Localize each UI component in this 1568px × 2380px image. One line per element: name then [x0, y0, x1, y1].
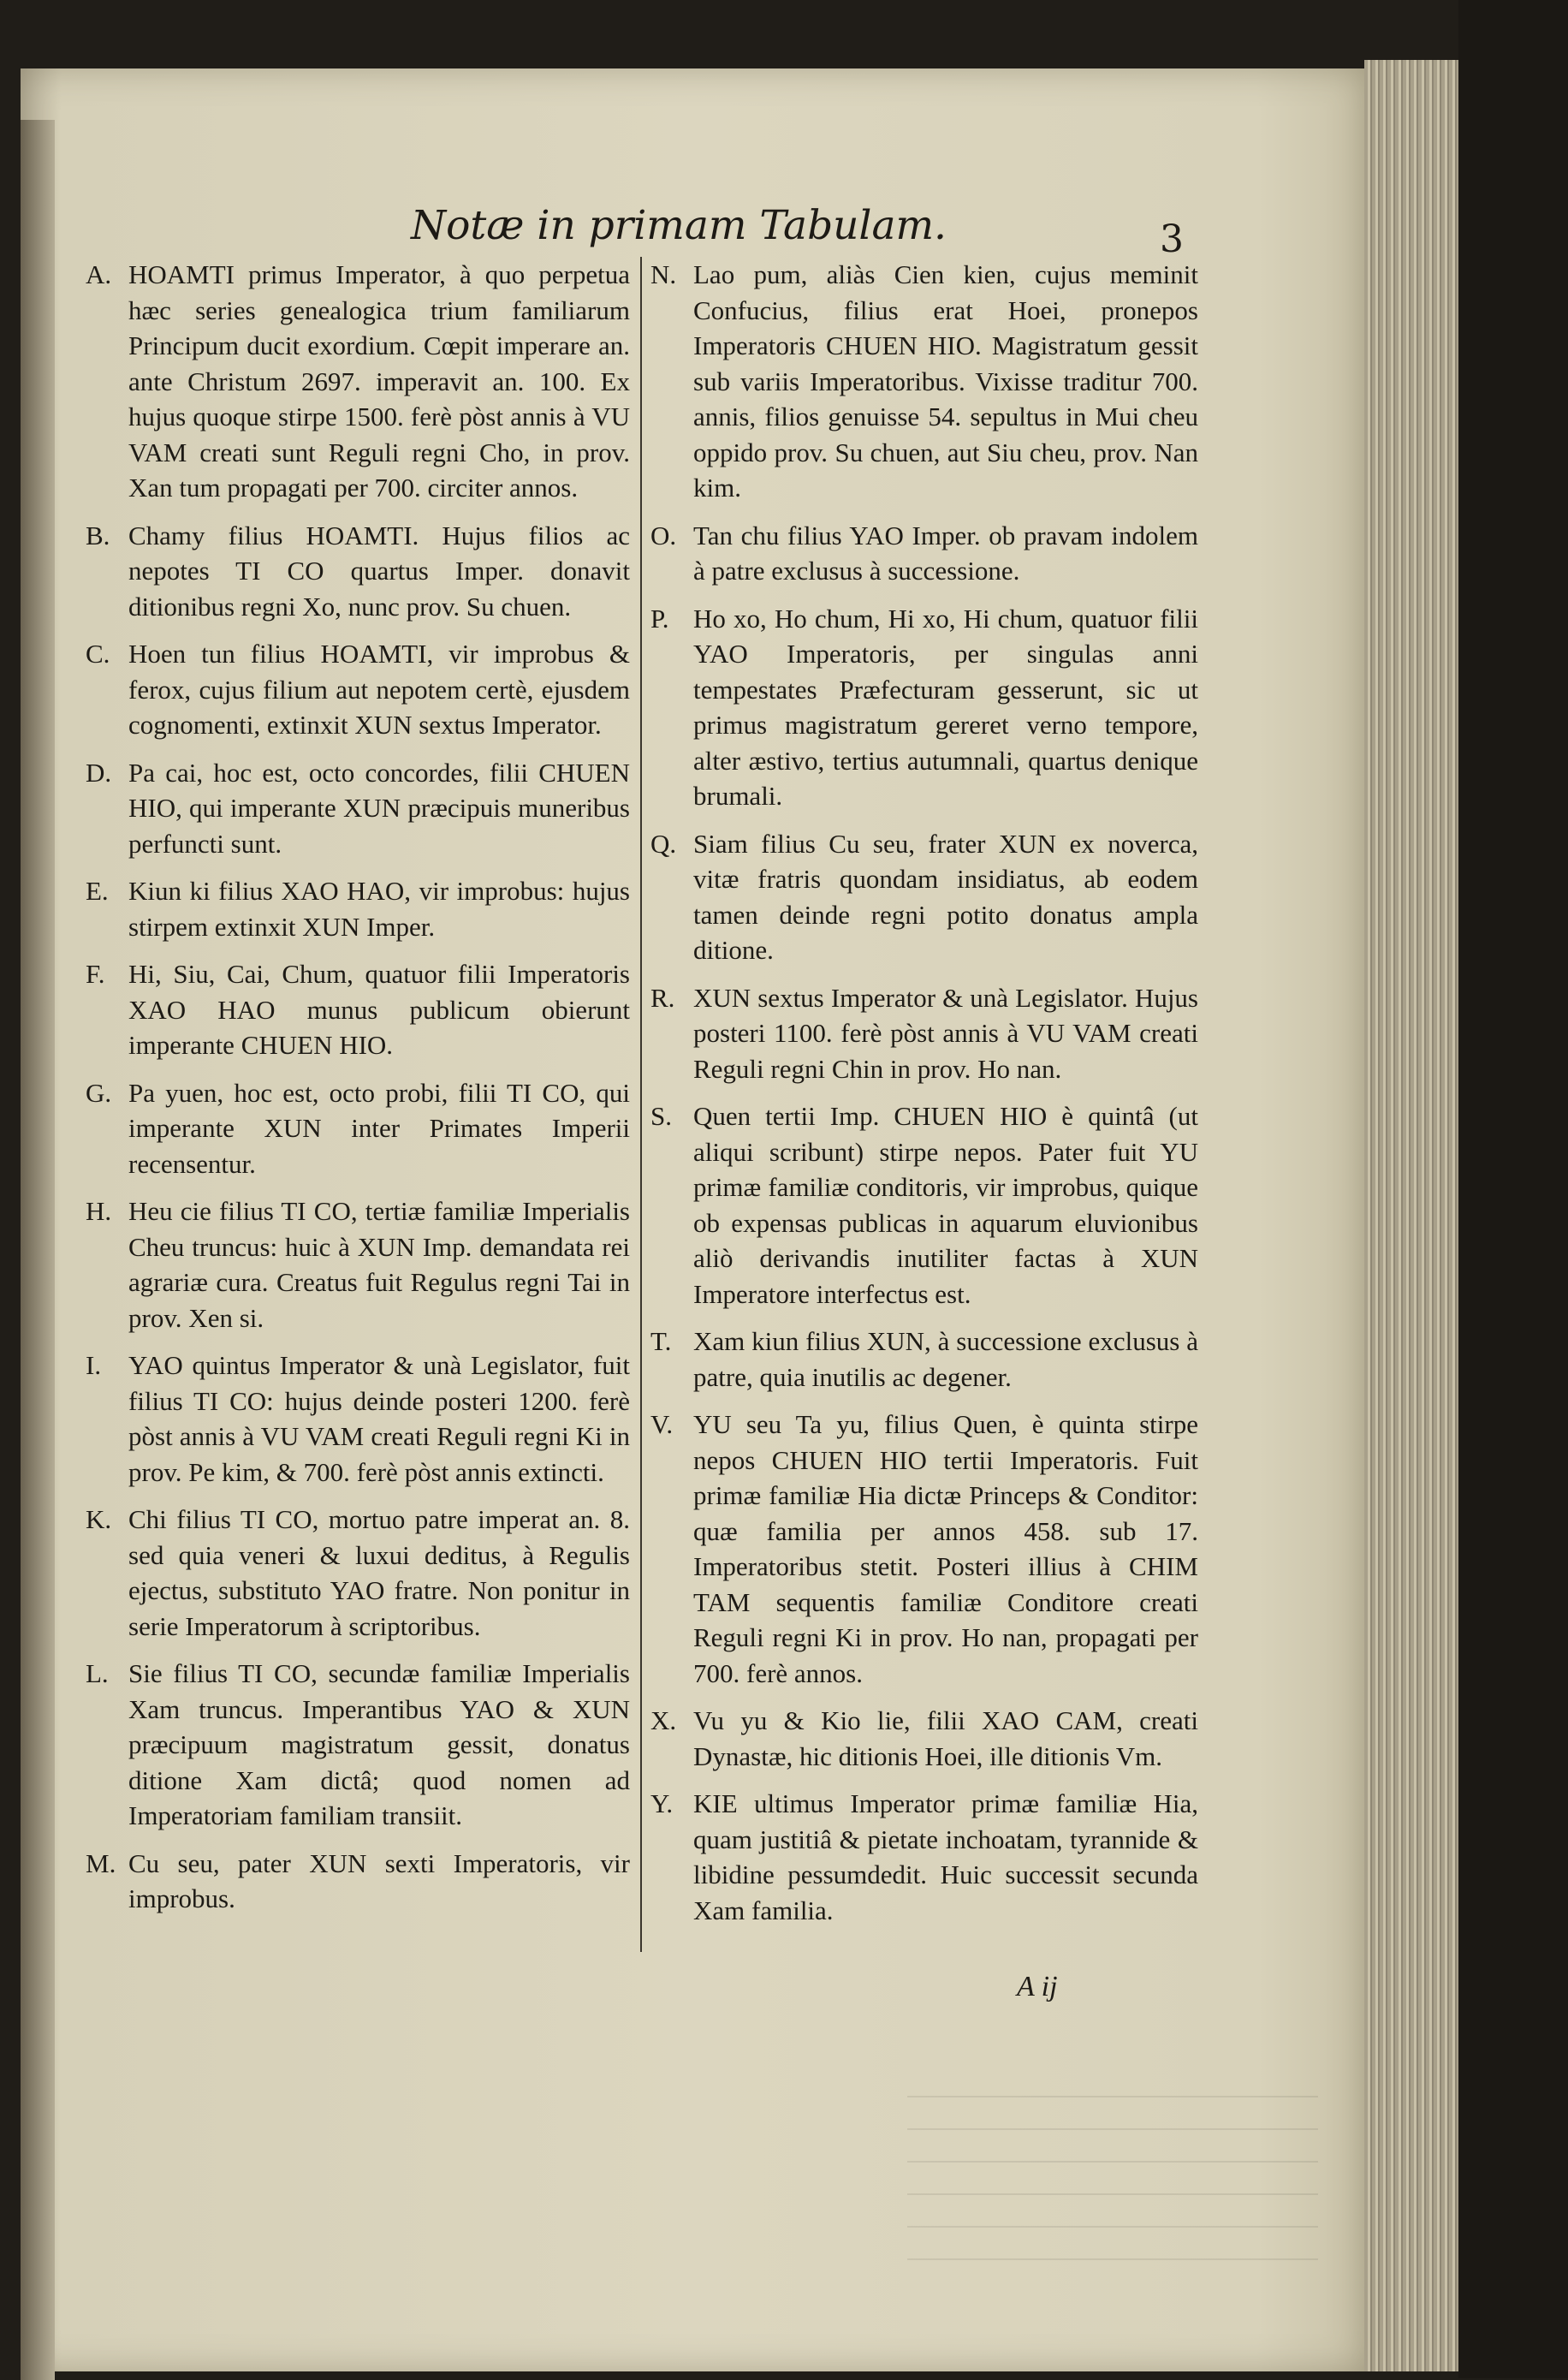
column-divider: [640, 257, 642, 1952]
entry-text: Sie filius TI CO, secundæ familiæ Imperialis Xam truncus. Imperantibus YAO & XUN præcipuum magistratum gessit, donatus ditione Xam dictâ; quod nomen ad Imperatoriam familiam transiit.: [128, 1658, 630, 1830]
entry-text: Chi filius TI CO, mortuo patre imperat an. 8. sed quia veneri & luxui deditus, à Regulis ejectus, substituto YAO fratre. Non ponitur in serie Imperatorum à scriptoribus.: [128, 1504, 630, 1641]
note-entry: [86, 956, 630, 1063]
bleed-through: [907, 2089, 1318, 2260]
entry-letter: C.: [86, 639, 110, 669]
entry-text: Pa yuen, hoc est, octo probi, filii TI CO, qui imperante XUN inter Primates Imperii recensentur.: [128, 1077, 630, 1179]
note-entry: [650, 257, 1198, 506]
entry-text: Vu yu & Kio lie, filii XAO CAM, creati Dynastæ, hic ditionis Hoei, ille ditionis Vm.: [693, 1705, 1198, 1771]
note-entry: [650, 1703, 1198, 1774]
note-entry: [86, 1075, 630, 1182]
entry-letter: Q.: [650, 828, 677, 859]
entry-text: Lao pum, aliàs Cien kien, cujus meminit Confucius, filius erat Hoei, pronepos Imperatoris CHUEN HIO. Magistratum gessit sub variis Imperatoribus. Vixisse traditur 700. annis, filios genuisse 54. sepultus in Mui cheu oppido prov. Su chuen, aut Siu cheu, prov. Nan kim.: [693, 259, 1198, 503]
background-shadow: [1458, 0, 1568, 2378]
entry-letter: A.: [86, 259, 112, 289]
entry-text: Pa cai, hoc est, octo concordes, filii CHUEN HIO, qui imperante XUN præcipuis muneribus perfuncti sunt.: [128, 757, 630, 859]
entry-letter: F.: [86, 959, 105, 989]
entry-letter: X.: [650, 1705, 677, 1735]
note-entry: [86, 257, 630, 506]
entry-text: Kiun ki filius XAO HAO, vir improbus: hujus stirpem extinxit XUN Imper.: [128, 876, 630, 942]
entry-letter: H.: [86, 1196, 112, 1226]
note-entry: [86, 1846, 630, 1917]
note-entry: [86, 1502, 630, 1644]
entry-letter: B.: [86, 520, 110, 550]
entry-letter: V.: [650, 1409, 674, 1439]
entry-text: YU seu Ta yu, filius Quen, è quinta stirpe nepos CHUEN HIO tertii Imperatoris. Fuit primæ familiæ Hia dictæ Princeps & Conditor: quæ familia per annos 458. sub 17. Imperatoribus stetit. Posteri illius à CHIM TAM sequentis familiæ Conditore creati Reguli regni Ki in prov. Ho nan, propagati per 700. ferè annos.: [693, 1409, 1198, 1688]
entry-text: YAO quintus Imperator & unà Legislator, fuit filius TI CO: hujus deinde posteri 1200. ferè pòst annis à VU VAM creati Reguli regni Ki in prov. Pe kim, & 700. ferè pòst annis extincti.: [128, 1350, 630, 1487]
entry-text: Heu cie filius TI CO, tertiæ familiæ Imperialis Cheu truncus: huic à XUN Imp. demandata rei agrariæ cura. Creatus fuit Regulus regni Tai in prov. Xen si.: [128, 1196, 630, 1333]
entry-text: Chamy filius HOAMTI. Hujus filios ac nepotes TI CO quartus Imper. donavit ditionibus regni Xo, nunc prov. Su chuen.: [128, 520, 630, 622]
note-entry: [650, 826, 1198, 968]
entry-text: KIE ultimus Imperator primæ familiæ Hia, quam justitiâ & pietate inchoatam, tyrannide & libidine pessumdedit. Huic successit secunda Xam familia.: [693, 1788, 1198, 1925]
book-gutter: [21, 120, 55, 2380]
note-entry: [650, 1786, 1198, 1928]
entry-letter: M.: [86, 1847, 116, 1878]
right-column: [650, 257, 1198, 1940]
page-header: Notæ in primam Tabulam.: [411, 202, 947, 249]
entry-text: HOAMTI primus Imperator, à quo perpetua hæc series genealogica trium familiarum Principum ducit exordium. Cœpit imperare an. ante Christum 2697. imperavit an. 100. Ex hujus quoque stirpe 1500. ferè pòst annis à VU VAM creati sunt Reguli regni Cho, in prov. Xan tum propagati per 700. circiter annos.: [128, 259, 630, 503]
note-entry: [86, 1348, 630, 1490]
entry-letter: E.: [86, 876, 109, 906]
entry-text: Tan chu filius YAO Imper. ob pravam indolem à patre exclusus à successione.: [693, 520, 1198, 586]
page-edges: [1364, 60, 1458, 2371]
note-entry: [650, 1407, 1198, 1691]
entry-letter: Y.: [650, 1788, 674, 1818]
page-number: 3: [1160, 217, 1184, 261]
entry-text: Hoen tun filius HOAMTI, vir improbus & ferox, cujus filium aut nepotem certè, ejusdem cognomenti, extinxit XUN sextus Imperator.: [128, 639, 630, 740]
entry-letter: I.: [86, 1350, 102, 1380]
note-entry: [650, 518, 1198, 589]
note-entry: [86, 873, 630, 944]
note-entry: [86, 636, 630, 743]
entry-text: Siam filius Cu seu, frater XUN ex noverca, vitæ fratris quondam insidiatus, ab eodem tamen deinde regni potito donatus ampla ditione.: [693, 828, 1198, 965]
note-entry: [650, 601, 1198, 814]
entry-letter: D.: [86, 757, 112, 788]
entry-letter: P.: [650, 603, 669, 634]
note-entry: [86, 1193, 630, 1336]
note-entry: [650, 1098, 1198, 1312]
entry-text: Xam kiun filius XUN, à successione exclusus à patre, quia inutilis ac degener.: [693, 1326, 1198, 1392]
note-entry: [86, 518, 630, 625]
left-column: [86, 257, 630, 1929]
entry-letter: G.: [86, 1077, 112, 1108]
entry-text: Ho xo, Ho chum, Hi xo, Hi chum, quatuor filii YAO Imperatoris, per singulas anni tempestates Præfecturam gesserunt, sic ut primus magistratum gereret verno tempore, alter æstivo, tertius autumnali, quartus denique brumali.: [693, 603, 1198, 811]
entry-letter: N.: [650, 259, 677, 289]
entry-letter: T.: [650, 1326, 672, 1356]
note-entry: [650, 980, 1198, 1087]
signature-mark: A ij: [1017, 1971, 1058, 2002]
note-entry: [650, 1324, 1198, 1395]
entry-letter: K.: [86, 1504, 112, 1534]
entry-text: Cu seu, pater XUN sexti Imperatoris, vir improbus.: [128, 1847, 630, 1913]
entry-letter: R.: [650, 982, 675, 1013]
entry-text: XUN sextus Imperator & unà Legislator. Hujus posteri 1100. ferè pòst annis à VU VAM creati Reguli regni Chin in prov. Ho nan.: [693, 982, 1198, 1084]
entry-text: Hi, Siu, Cai, Chum, quatuor filii Imperatoris XAO HAO munus publicum obierunt imperante CHUEN HIO.: [128, 959, 630, 1060]
note-entry: [86, 1656, 630, 1834]
entry-letter: S.: [650, 1101, 672, 1131]
entry-letter: O.: [650, 520, 677, 550]
entry-letter: L.: [86, 1658, 109, 1688]
entry-text: Quen tertii Imp. CHUEN HIO è quintâ (ut aliqui scribunt) stirpe nepos. Pater fuit YU primæ familiæ conditoris, vir improbus, quique ob expensas publicas in aquarum eluvionibus aliò derivandis inutiliter factas à XUN Imperatore interfectus est.: [693, 1101, 1198, 1309]
note-entry: [86, 755, 630, 862]
